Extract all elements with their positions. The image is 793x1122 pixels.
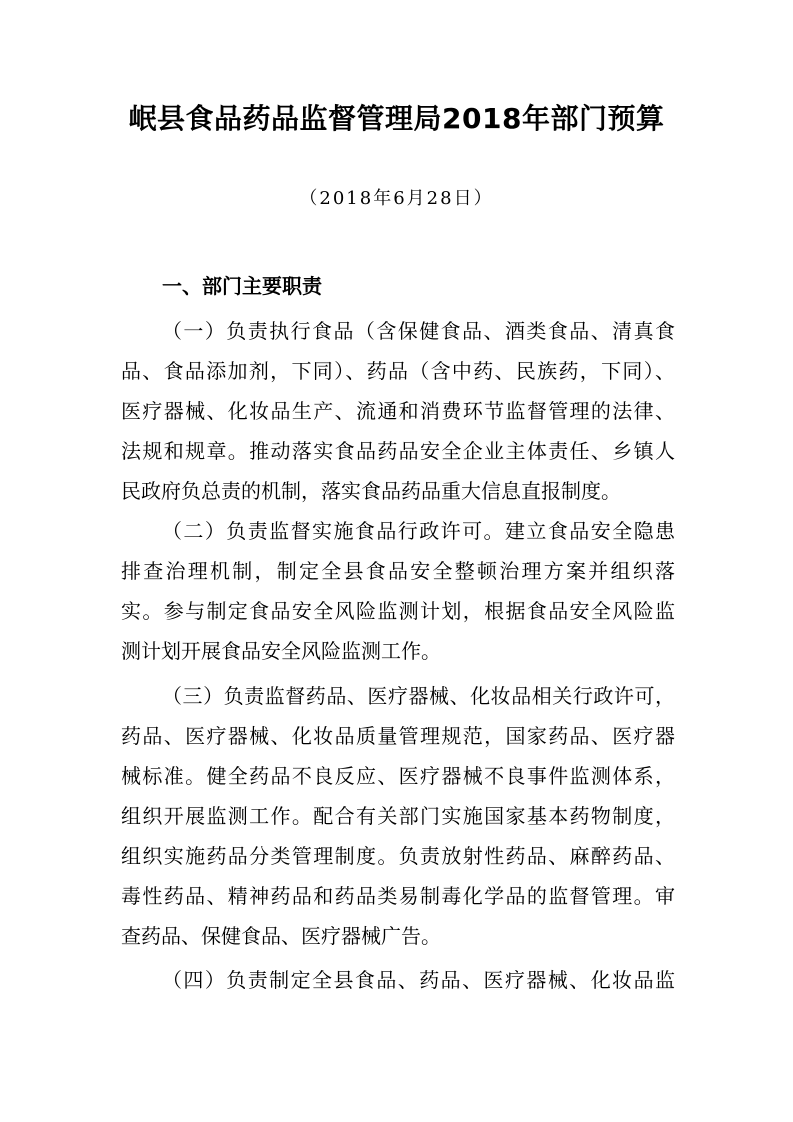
paragraph-3-line-4: 组织开展监测工作。配合有关部门实施国家基本药物制度， xyxy=(121,804,675,828)
paragraph-1-line-5: 民政府负总责的机制，落实食品药品重大信息直报制度。 xyxy=(121,479,621,503)
paragraph-2-line-1: （二）负责监督实施食品行政许可。建立食品安全隐患 xyxy=(162,519,675,543)
paragraph-4-line-1: （四）负责制定全县食品、药品、医疗器械、化妆品监 xyxy=(162,968,675,992)
paragraph-3-line-6: 毒性药品、精神药品和药品类易制毒化学品的监督管理。审 xyxy=(121,884,675,908)
paragraph-3-line-1: （三）负责监督药品、医疗器械、化妆品相关行政许可， xyxy=(162,684,675,708)
paragraph-2-line-3: 实。参与制定食品安全风险监测计划，根据食品安全风险监 xyxy=(121,599,675,623)
paragraph-3-line-2: 药品、医疗器械、化妆品质量管理规范，国家药品、医疗器 xyxy=(121,724,675,748)
section-heading: 一、部门主要职责 xyxy=(162,274,322,298)
document-date: （2018年6月28日） xyxy=(299,188,494,209)
document-title: 岷县食品药品监督管理局2018年部门预算 xyxy=(128,102,665,135)
paragraph-3-line-3: 械标准。健全药品不良反应、医疗器械不良事件监测体系， xyxy=(121,764,675,788)
paragraph-1-line-1: （一）负责执行食品（含保健食品、酒类食品、清真食 xyxy=(162,319,675,343)
paragraph-2-line-4: 测计划开展食品安全风险监测工作。 xyxy=(121,639,441,663)
paragraph-3-line-7: 查药品、保健食品、医疗器械广告。 xyxy=(121,924,441,948)
paragraph-3-line-5: 组织实施药品分类管理制度。负责放射性药品、麻醉药品、 xyxy=(121,844,675,868)
paragraph-1-line-4: 法规和规章。推动落实食品药品安全企业主体责任、乡镇人 xyxy=(121,439,675,463)
paragraph-2-line-2: 排查治理机制，制定全县食品安全整顿治理方案并组织落 xyxy=(121,559,675,583)
paragraph-1-line-2: 品、食品添加剂，下同）、药品（含中药、民族药，下同）、 xyxy=(121,359,675,383)
paragraph-1-line-3: 医疗器械、化妆品生产、流通和消费环节监督管理的法律、 xyxy=(121,399,675,423)
